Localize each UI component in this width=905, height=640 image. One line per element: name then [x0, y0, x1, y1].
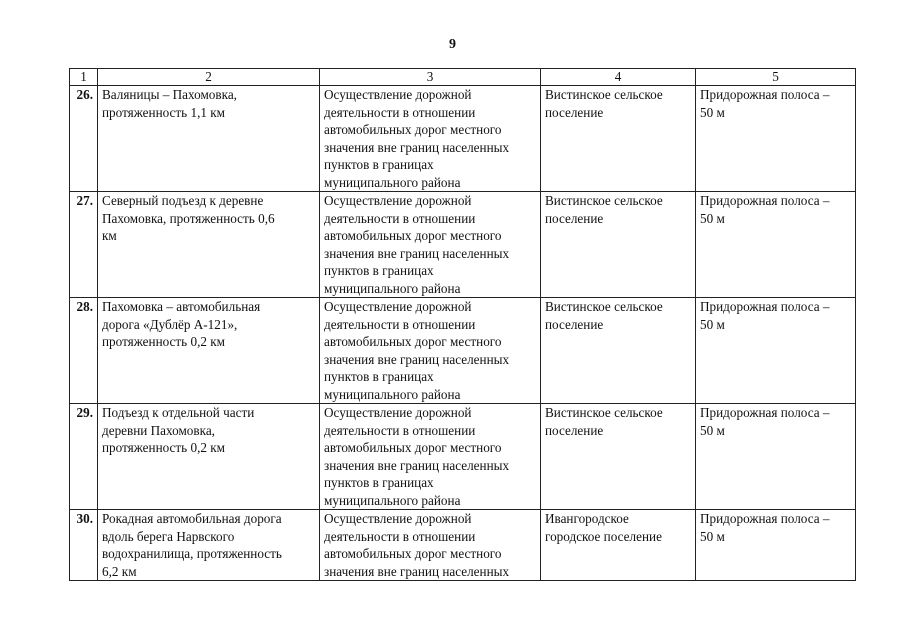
row-number: 30. [70, 510, 98, 581]
settlement: Ивангородское городское поселение [541, 510, 696, 581]
column-header-2: 2 [98, 69, 320, 86]
row-number: 28. [70, 298, 98, 404]
road-name: Северный подъезд к деревне Пахомовка, протяженность 0,6 км [98, 192, 320, 298]
activity-description: Осуществление дорожной деятельности в отношении автомобильных дорог местного значения вне границ населенных пунктов в границах муниципального района [320, 192, 541, 298]
column-header-5: 5 [696, 69, 856, 86]
roadside-zone: Придорожная полоса – 50 м [696, 404, 856, 510]
settlement: Вистинское сельское поселение [541, 192, 696, 298]
table-row [70, 404, 856, 510]
road-table [69, 68, 856, 581]
activity-description: Осуществление дорожной деятельности в отношении автомобильных дорог местного значения вне границ населенных пунктов в границах муниципального района [320, 298, 541, 404]
row-number: 29. [70, 404, 98, 510]
column-header-1: 1 [70, 69, 98, 86]
roadside-zone: Придорожная полоса – 50 м [696, 510, 856, 581]
road-name: Рокадная автомобильная дорога вдоль берега Нарвского водохранилища, протяженность 6,2 км [98, 510, 320, 581]
header-row [70, 69, 856, 86]
column-header-4: 4 [541, 69, 696, 86]
settlement: Вистинское сельское поселение [541, 298, 696, 404]
table-row [70, 510, 856, 581]
road-name: Пахомовка – автомобильная дорога «Дублёр А-121», протяженность 0,2 км [98, 298, 320, 404]
activity-description: Осуществление дорожной деятельности в отношении автомобильных дорог местного значения вне границ населенных пунктов в границах муниципального района [320, 404, 541, 510]
road-name: Валяницы – Пахомовка, протяженность 1,1 км [98, 86, 320, 192]
road-name: Подъезд к отдельной части деревни Пахомовка, протяженность 0,2 км [98, 404, 320, 510]
row-number: 26. [70, 86, 98, 192]
roadside-zone: Придорожная полоса – 50 м [696, 298, 856, 404]
row-number: 27. [70, 192, 98, 298]
roadside-zone: Придорожная полоса – 50 м [696, 86, 856, 192]
settlement: Вистинское сельское поселение [541, 404, 696, 510]
activity-description: Осуществление дорожной деятельности в отношении автомобильных дорог местного значения вне границ населенных [320, 510, 541, 581]
table-row [70, 86, 856, 192]
table-row [70, 298, 856, 404]
column-header-3: 3 [320, 69, 541, 86]
page-number: 9 [449, 37, 456, 52]
roadside-zone: Придорожная полоса – 50 м [696, 192, 856, 298]
settlement: Вистинское сельское поселение [541, 86, 696, 192]
activity-description: Осуществление дорожной деятельности в отношении автомобильных дорог местного значения вне границ населенных пунктов в границах муниципального района [320, 86, 541, 192]
table-row [70, 192, 856, 298]
